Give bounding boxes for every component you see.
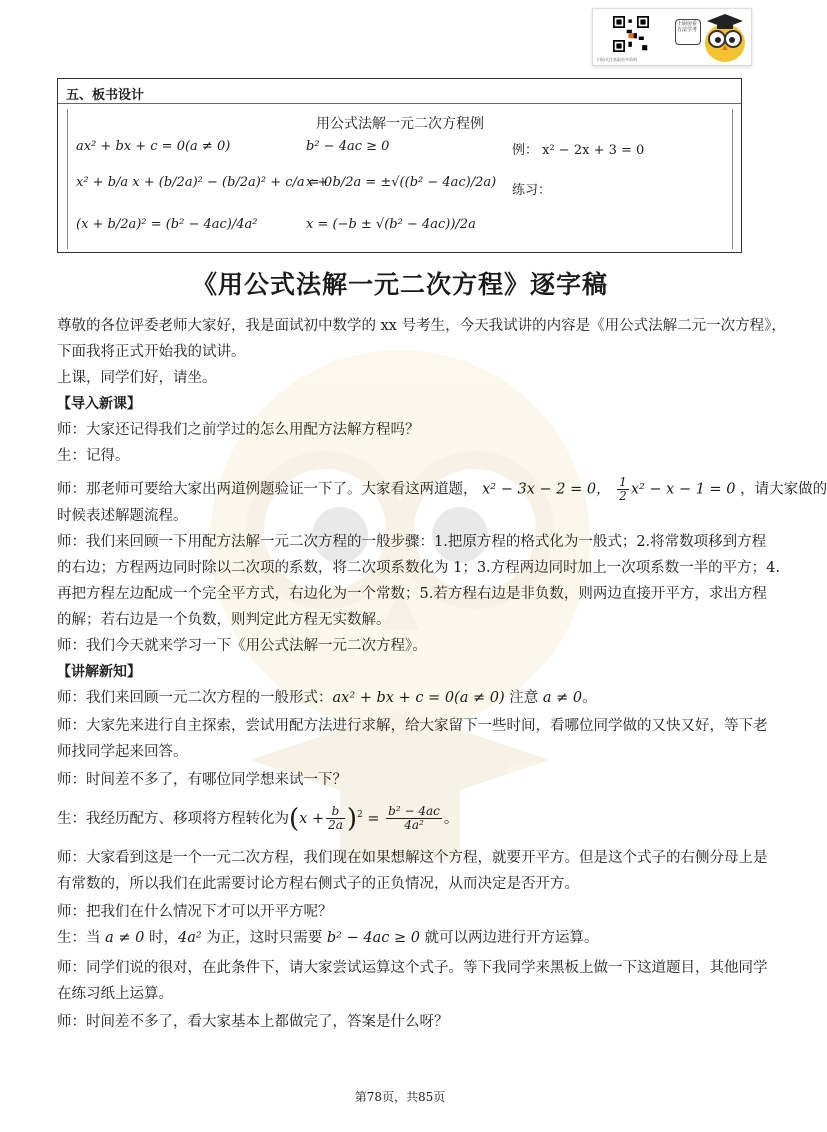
- paragraph-intro-2: 下面我将正式开始我的试讲。: [57, 344, 246, 360]
- condition: a ≠ 0: [542, 690, 583, 706]
- paragraph-examples-2: 时候表述解题流程。: [57, 508, 188, 524]
- text-segment: 生：我经历配方、移项将方程转化为: [57, 810, 289, 827]
- text-segment: 师：我们来回顾一元二次方程的一般形式：: [57, 690, 333, 706]
- equation-general-form: ax² + bx + c = 0(a ≠ 0): [332, 690, 505, 706]
- paragraph-steps-3: 再把方程左边配成一个完全平方式，右边化为一个常数；5.若方程右边是非负数，则两边直接开平方，求出方程: [57, 586, 767, 602]
- paragraph-greeting: 上课，同学们好，请坐。: [57, 370, 217, 386]
- paragraph-practice-2: 在练习纸上运算。: [57, 986, 173, 1002]
- board-title-row: [58, 79, 741, 104]
- text-segment: 。: [443, 810, 459, 827]
- paragraph-intro-1: 尊敬的各位评委老师大家好，我是面试初中数学的 xx 号考生，今天我试讲的内容是《用公式法解二元一次方程》，: [57, 318, 786, 334]
- paragraph-general-form: [57, 688, 597, 708]
- paragraph-teacher-q4: 师：时间差不多了，看大家基本上都做完了，答案是什么呀？: [57, 1014, 449, 1030]
- board-formula-square-form: (x + b/2a)² = (b² − 4ac)/4a²: [76, 217, 258, 232]
- paragraph-teacher-q2: 师：时间差不多了，有哪位同学想来试一下？: [57, 772, 347, 788]
- section-heading-new-knowledge: 【讲解新知】: [57, 664, 141, 680]
- paragraph-explore-1: 师：大家先来进行自主探索，尝试用配方法进行求解，给大家留下一些时间，看哪位同学做的又快又好，等下老: [57, 718, 768, 734]
- fraction-discriminant: $\frac{\text{b² − 4ac}}{\text{4a²}}$: [388, 804, 440, 833]
- paragraph-steps-4: 的解；若右边是一个负数，则判定此方程无实数解。: [57, 612, 391, 628]
- paragraph-student-a3: [57, 928, 599, 948]
- inequality: b² − 4ac ≥ 0: [326, 930, 420, 946]
- text-segment: 为正，这时只需要: [201, 930, 327, 946]
- text-segment: 注意: [504, 690, 543, 706]
- text-segment: 。: [582, 690, 597, 706]
- text-segment: 生：当: [57, 930, 106, 946]
- board-formula-general: ax² + bx + c = 0(a ≠ 0): [76, 139, 231, 154]
- text-segment: 就可以两边进行开方运算。: [419, 930, 599, 946]
- paragraph-teacher-q1: 师：大家还记得我们之前学过的怎么用配方法解方程吗？: [57, 422, 420, 438]
- owl-mascot-icon: [701, 11, 749, 63]
- paragraph-explore-2: 师找同学起来回答。: [57, 744, 188, 760]
- qr-promo-card: [592, 8, 752, 66]
- page-title: 《用公式法解一元二次方程》逐字稿: [191, 270, 608, 299]
- paragraph-practice-1: 师：同学们说的很对，在此条件下，请大家尝试运算这个式子。等下我同学来黑板上做一下这道题目，其他同学: [57, 960, 768, 976]
- board-design-box: [57, 78, 742, 253]
- paragraph-steps-1: 师：我们来回顾一下用配方法解一元二次方程的一般步骤：1.把原方程的格式化为一般式；2.将常数项移到方程: [57, 534, 767, 550]
- board-section-title: 五、板书设计: [66, 88, 145, 103]
- text-segment: ，请大家做的: [740, 481, 827, 498]
- text-segment: 时，: [144, 930, 178, 946]
- section-heading-intro: 【导入新课】: [57, 396, 141, 412]
- fraction-b-over-2a: $\frac{b}{2a}$: [328, 804, 343, 833]
- paragraph-steps-2: 的右边；方程两边同时除以二次项的系数，将二次项系数化为 1；3.方程两边同时加上一次项系数一半的平方；4.: [57, 560, 780, 576]
- expression: 4a²: [177, 930, 202, 946]
- board-formula-discriminant: b² − 4ac ≥ 0: [306, 139, 390, 154]
- board-heading: 用公式法解一元二次方程例: [316, 116, 484, 132]
- board-formula-quadratic: x = (−b ± √(b² − 4ac))/2a: [306, 217, 476, 232]
- board-formula-sqrt: x + b/2a = ±√((b² − 4ac)/2a): [306, 175, 497, 190]
- text-segment: 师：那老师可要给大家出两道例题验证一下了。大家看这两道题，: [57, 481, 478, 498]
- qr-caption: 扫码关注获取更多资料: [597, 57, 637, 62]
- paragraph-topic: 师：我们今天就来学习一下《用公式法解一元二次方程》。: [57, 638, 427, 654]
- page-number: 第78页，共85页: [354, 1090, 446, 1104]
- paragraph-teacher-q3: 师：把我们在什么情况下才可以开平方呢？: [57, 904, 333, 920]
- board-content: [67, 109, 733, 249]
- fraction-half: $\frac{1}{2}$: [619, 475, 627, 503]
- equation-1: x² − 3x − 2 = 0，: [482, 481, 611, 498]
- equation-2: x² − x − 1 = 0: [630, 481, 736, 498]
- board-example: 例： x² − 2x + 3 = 0: [512, 143, 645, 158]
- board-formula-complete-square: x² + b/a x + (b/2a)² − (b/2a)² + c/a = 0: [76, 175, 333, 190]
- paragraph-analysis-2: 有常数的，所以我们在此需要讨论方程右侧式子的正负情况，从而决定是否开方。: [57, 876, 579, 892]
- condition: a ≠ 0: [105, 930, 145, 946]
- paragraph-analysis-1: 师：大家看到这是一个一元二次方程，我们现在如果想解这个方程，就要开平方。但是这个式子的右侧分母上是: [57, 850, 768, 866]
- speech-bubble: 上厨房看方法学考: [675, 19, 701, 45]
- qr-code-icon: [613, 16, 649, 52]
- paragraph-student-a1: 生：记得。: [57, 448, 130, 464]
- board-practice-label: 练习：: [512, 183, 552, 198]
- paragraph-student-a2: 生：我经历配方、移项将方程转化为(x + $\frac{b}{2a}$ )$^2$ = $\frac{\text{b² − 4ac}}{\text{4a²}}$ 。: [57, 803, 459, 834]
- paragraph-examples: [57, 476, 827, 503]
